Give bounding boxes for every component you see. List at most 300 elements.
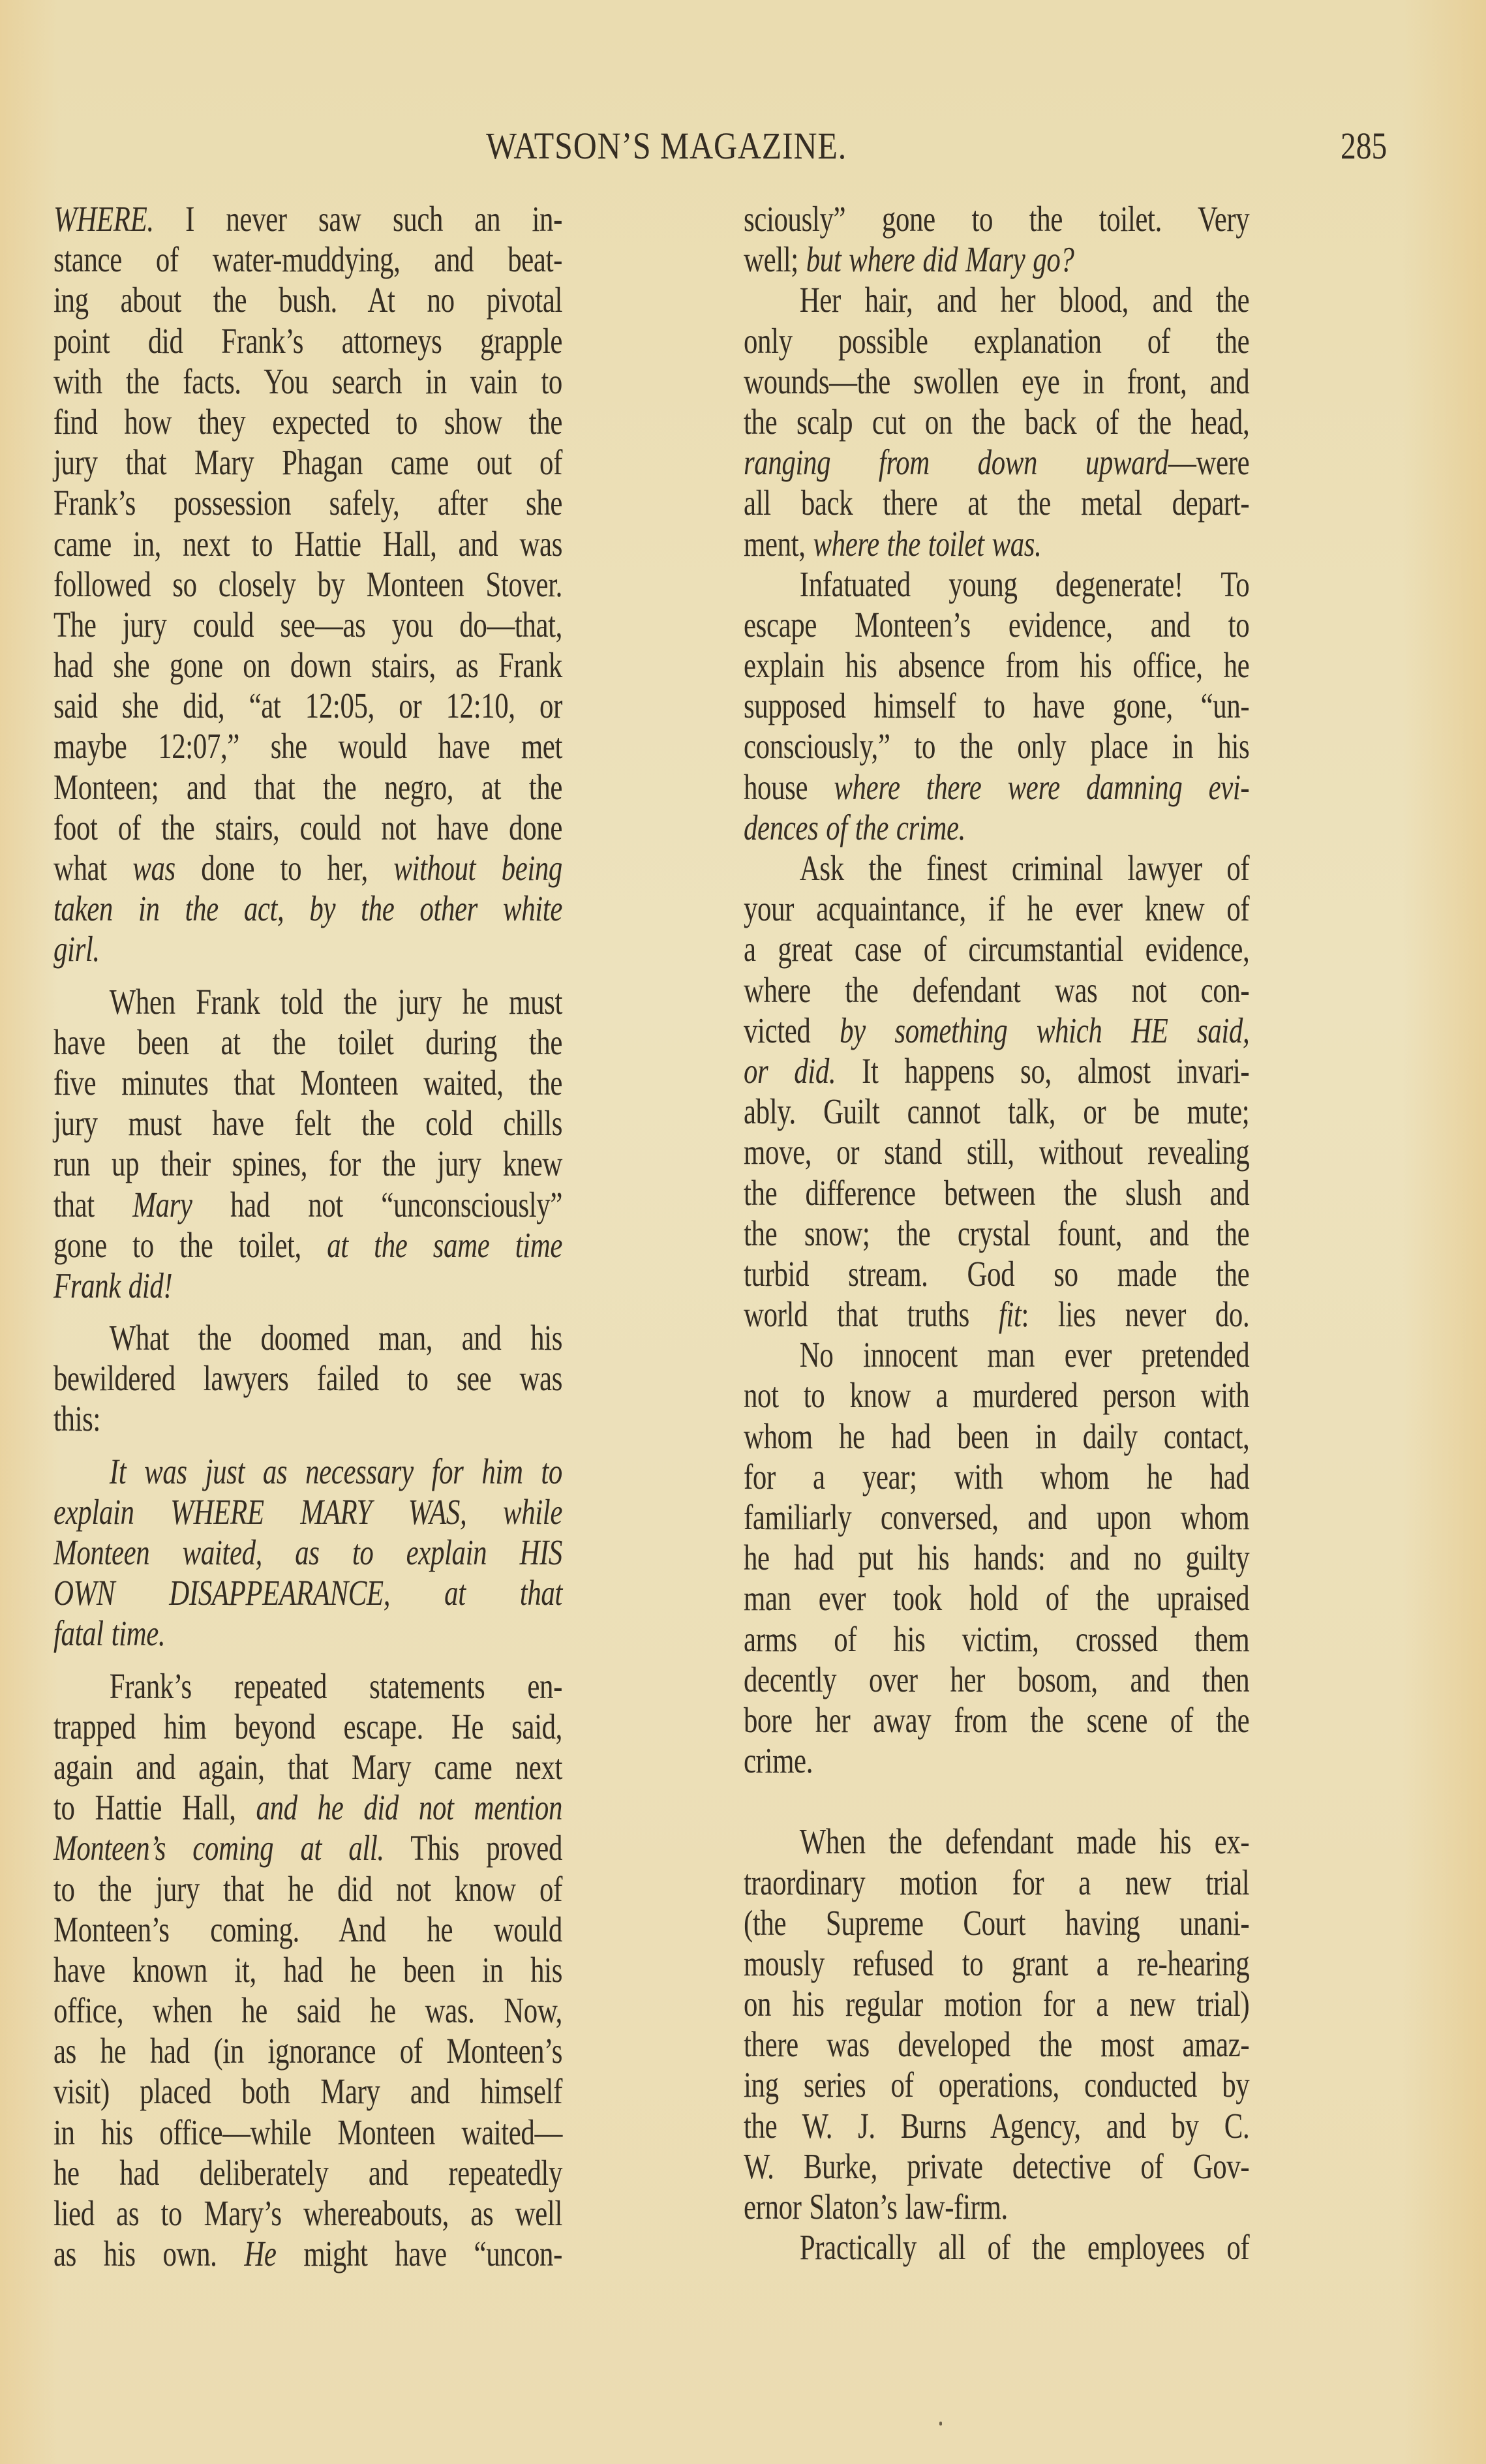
line-content: [53, 1707, 562, 1747]
text-line: [744, 483, 1392, 523]
body-text: Practically all of the employees of: [799, 2227, 1250, 2268]
text-line: [53, 442, 706, 483]
body-text: a great case of circumstantial evidence,: [744, 929, 1250, 969]
line-content: [53, 1747, 562, 1787]
line-content: [744, 2187, 1249, 2227]
text-line: [744, 1416, 1392, 1457]
text-line: [53, 929, 706, 969]
body-text: Frank’s possession safely, after she: [53, 483, 562, 523]
italic-text: OWN DISAPPEARANCE: [53, 1573, 384, 1613]
text-line: [744, 645, 1392, 686]
line-content: [53, 1103, 562, 1144]
body-text: the difference between the slush and: [744, 1172, 1250, 1213]
body-text: arms of his victim, crossed them: [744, 1619, 1250, 1659]
body-text: It happens so, almost invari-: [836, 1050, 1250, 1091]
body-text: lied as to Mary’s whereabouts, as well: [53, 2193, 562, 2233]
body-text: move, or stand still, without revealing: [744, 1132, 1250, 1172]
line-content: [744, 199, 1249, 239]
text-line: [744, 2187, 1392, 2227]
text-line: [744, 1700, 1392, 1741]
body-text: maybe 12:07,” she would have met: [53, 726, 562, 767]
line-content: [744, 2106, 1249, 2146]
running-title: WATSON’S MAGAZINE.: [486, 125, 847, 167]
italic-text: where there were damning evi-: [834, 767, 1250, 807]
text-line: [53, 848, 706, 889]
body-text: five minutes that Monteen waited, the: [53, 1062, 562, 1103]
body-text: that: [53, 1184, 133, 1224]
text-line: [744, 1213, 1392, 1254]
line-content: [53, 2153, 562, 2193]
line-content: [53, 1063, 562, 1103]
text-line: [53, 402, 706, 442]
line-content: [744, 726, 1249, 767]
line-content: [53, 1358, 562, 1399]
body-text: ing series of operations, conducted by: [744, 2065, 1250, 2105]
text-line: [744, 2146, 1392, 2187]
body-text: trapped him beyond escape. He said,: [53, 1706, 562, 1746]
text-line: [53, 1950, 706, 1990]
body-text: well;: [744, 239, 806, 280]
line-content: [744, 361, 1249, 402]
line-content: [744, 767, 1249, 808]
text-line: [744, 321, 1392, 361]
line-content: [744, 848, 1249, 889]
text-line: [53, 1358, 706, 1399]
body-text: he had deliberately and repeatedly: [53, 2152, 562, 2193]
text-line: [744, 970, 1392, 1011]
line-content: [53, 1492, 562, 1532]
text-line: [53, 1613, 706, 1654]
line-content: [53, 1022, 562, 1063]
body-text: Frank’s repeated statements en-: [109, 1665, 562, 1706]
text-line: [744, 199, 1392, 239]
line-content: [744, 686, 1249, 726]
text-line: [53, 239, 706, 280]
running-header: [0, 124, 1486, 170]
text-line: [53, 645, 706, 686]
line-content: [53, 1266, 562, 1306]
line-content: [744, 1011, 1249, 1051]
text-line: [53, 564, 706, 605]
body-text: came in, next to Hattie Hall, and was: [53, 523, 562, 564]
line-content: [744, 1903, 1249, 1943]
body-text: only possible explanation of the: [744, 320, 1250, 361]
italic-text: or did.: [744, 1050, 836, 1091]
italic-text: where the toilet was.: [813, 523, 1042, 564]
body-text: victed: [744, 1010, 840, 1050]
line-content: [53, 1869, 562, 1909]
text-line: [53, 1103, 706, 1144]
body-text: might have “uncon-: [276, 2234, 562, 2274]
body-text: not to know a murdered person with: [744, 1375, 1250, 1416]
body-text: wounds—the swollen eye in front, and: [744, 361, 1250, 401]
text-line: [53, 1452, 706, 1492]
body-text: explain his absence from his office, he: [744, 645, 1250, 686]
line-content: [744, 1984, 1249, 2024]
text-line: [53, 1063, 706, 1103]
body-text: What the doomed man, and his: [109, 1318, 562, 1358]
body-text: crime.: [744, 1741, 813, 1781]
page-number: 285: [1341, 125, 1387, 167]
text-line: [744, 524, 1392, 564]
text-line: [744, 848, 1392, 889]
italic-text: dences of the crime.: [744, 807, 965, 847]
body-text: jury that Mary Phagan came out of: [53, 442, 562, 483]
text-line: [744, 889, 1392, 929]
body-text: The jury could see—as you do—that,: [53, 604, 562, 645]
body-text: consciously,” to the only place in his: [744, 726, 1250, 767]
italic-text: fit: [998, 1294, 1022, 1335]
body-text: for a year; with whom he had: [744, 1456, 1250, 1497]
line-content: [53, 1950, 562, 1990]
italic-text: , while: [459, 1491, 562, 1532]
text-line: [53, 1318, 706, 1358]
right-column: [744, 199, 1392, 2268]
line-content: [53, 1532, 562, 1573]
body-text: When the defendant made his ex-: [799, 1821, 1250, 1862]
line-content: [53, 808, 562, 848]
italic-text: He: [244, 2234, 277, 2274]
body-text: When Frank told the jury he must: [109, 981, 562, 1022]
line-content: [744, 321, 1249, 361]
text-line: [744, 605, 1392, 645]
italic-text: Frank did!: [53, 1265, 173, 1305]
body-text: house: [744, 767, 834, 807]
italic-text: taken in the act, by the other white: [53, 889, 562, 929]
text-line: [53, 1022, 706, 1063]
line-content: [744, 889, 1249, 929]
body-text: office, when he said he was. Now,: [53, 1990, 562, 2031]
line-content: [53, 199, 562, 239]
text-line: [744, 442, 1392, 483]
line-content: [53, 848, 562, 889]
text-line: [744, 1660, 1392, 1700]
body-text: Infatuated young degenerate! To: [799, 564, 1250, 604]
line-content: [744, 808, 1249, 848]
line-content: [53, 889, 562, 929]
line-content: [53, 2031, 562, 2071]
body-text: foot of the stairs, could not have done: [53, 807, 562, 847]
text-line: [744, 1538, 1392, 1578]
line-content: [744, 483, 1249, 523]
text-line: [53, 686, 706, 726]
body-text: (the Supreme Court having unani-: [744, 1902, 1250, 1943]
text-line: [53, 2153, 706, 2193]
text-line: [744, 1011, 1392, 1051]
body-text: ment,: [744, 523, 813, 564]
line-content: [744, 442, 1249, 483]
body-text: —were: [1168, 442, 1250, 483]
body-text: the scalp cut on the back of the head,: [744, 401, 1250, 442]
line-content: [53, 645, 562, 686]
text-line: [53, 1492, 706, 1532]
line-content: [53, 726, 562, 767]
line-content: [53, 767, 562, 808]
text-line: [53, 1909, 706, 1950]
text-line: [744, 1863, 1392, 1903]
body-text: visit) placed both Mary and himself: [53, 2071, 562, 2112]
print-speck: [939, 2422, 942, 2426]
line-content: [53, 321, 562, 361]
text-line: [53, 1828, 706, 1868]
line-content: [53, 1828, 562, 1868]
body-text: Monteen’s coming. And he would: [53, 1909, 562, 1949]
line-content: [53, 2234, 562, 2274]
line-content: [744, 564, 1249, 605]
body-text: to Hattie Hall,: [53, 1787, 256, 1828]
text-line: [744, 1741, 1392, 1781]
text-line: [744, 1091, 1392, 1132]
text-line: [744, 1335, 1392, 1375]
body-text: decently over her bosom, and then: [744, 1659, 1250, 1699]
line-content: [744, 1457, 1249, 1497]
line-content: [53, 2112, 562, 2153]
body-text: stance of water-muddying, and beat-: [53, 239, 562, 280]
body-text: in his office—while Monteen waited—: [53, 2112, 562, 2152]
line-content: [744, 1700, 1249, 1741]
body-text: to the jury that he did not know of: [53, 1868, 562, 1909]
text-line: [53, 2234, 706, 2274]
text-line: [53, 889, 706, 929]
line-content: [53, 1399, 562, 1439]
body-text: mously refused to grant a re-hearing: [744, 1943, 1250, 1983]
text-line: [744, 1497, 1392, 1538]
italic-text: Monteen’s coming at all.: [53, 1828, 384, 1868]
italic-text: explain: [53, 1491, 171, 1532]
line-content: [744, 2146, 1249, 2187]
body-text: done to her,: [175, 848, 394, 888]
text-line: [744, 726, 1392, 767]
body-text: there was developed the most amaz-: [744, 2024, 1250, 2065]
body-text: Ask the finest criminal lawyer of: [799, 848, 1250, 888]
italic-text: and he did not mention: [256, 1787, 563, 1828]
body-text: ernor Slaton’s law-firm.: [744, 2187, 1008, 2227]
body-text: man ever took hold of the upraised: [744, 1578, 1250, 1619]
text-line: [53, 361, 706, 402]
line-content: [53, 402, 562, 442]
body-text: your acquaintance, if he ever knew of: [744, 889, 1250, 929]
line-content: [53, 483, 562, 523]
text-line: [53, 767, 706, 808]
italic-text: without being: [393, 848, 562, 888]
italic-text: at the same time: [327, 1224, 563, 1265]
text-line: [53, 280, 706, 320]
line-content: [53, 280, 562, 320]
text-line: [53, 1990, 706, 2031]
line-content: [53, 929, 562, 969]
text-line: [744, 2024, 1392, 2065]
body-text: : lies never do.: [1021, 1294, 1250, 1335]
left-column: [53, 199, 706, 2274]
text-line: [744, 402, 1392, 442]
line-content: [53, 361, 562, 402]
line-content: [53, 1787, 562, 1828]
italic-text: by something which HE said,: [840, 1010, 1250, 1050]
body-text: what: [53, 848, 133, 888]
body-text: world that truths: [744, 1294, 999, 1335]
text-line: [744, 1132, 1392, 1172]
text-line: [744, 2106, 1392, 2146]
text-line: [53, 483, 706, 523]
body-text: as his own.: [53, 2234, 245, 2274]
body-text: ing about the bush. At no pivotal: [53, 280, 562, 320]
body-text: on his regular motion for a new trial): [744, 1984, 1250, 2024]
body-text: had she gone on down stairs, as Frank: [53, 645, 562, 686]
text-line: [53, 808, 706, 848]
text-line: [53, 1532, 706, 1573]
line-content: [744, 1294, 1249, 1335]
body-text: the W. J. Burns Agency, and by C.: [744, 2105, 1250, 2146]
text-line: [744, 1457, 1392, 1497]
line-content: [744, 1538, 1249, 1578]
body-text: again and again, that Mary came next: [53, 1746, 562, 1787]
line-content: [744, 1821, 1249, 1862]
body-text: jury must have felt the cold chills: [53, 1103, 562, 1144]
line-content: [53, 1613, 562, 1654]
line-content: [744, 1943, 1249, 1984]
text-line: [53, 2031, 706, 2071]
line-content: [53, 982, 562, 1022]
line-content: [744, 1132, 1249, 1172]
line-content: [53, 239, 562, 280]
line-content: [744, 1416, 1249, 1457]
text-line: [53, 2071, 706, 2112]
text-line: [744, 2065, 1392, 2105]
text-line: [744, 686, 1392, 726]
line-content: [53, 1318, 562, 1358]
body-text: I never saw such an in-: [153, 199, 562, 239]
text-line: [744, 808, 1392, 848]
italic-text: Mary: [132, 1184, 192, 1224]
line-content: [744, 2227, 1249, 2268]
text-line: [53, 605, 706, 645]
line-content: [744, 1660, 1249, 1700]
line-content: [53, 442, 562, 483]
line-content: [53, 686, 562, 726]
text-line: [744, 280, 1392, 320]
body-text: find how they expected to show the: [53, 401, 562, 442]
body-text: gone to the toilet,: [53, 1224, 327, 1265]
italic-text: girl.: [53, 929, 100, 969]
italic-text: but where did Mary go?: [806, 239, 1074, 280]
text-line: [744, 361, 1392, 402]
body-text: sciously” gone to the toilet. Very: [744, 199, 1250, 239]
text-line: [744, 1254, 1392, 1294]
italic-text: HIS: [519, 1532, 562, 1572]
line-content: [53, 1573, 562, 1613]
text-line: [53, 1869, 706, 1909]
italic-text: WHERE.: [53, 199, 154, 239]
text-line: [744, 767, 1392, 808]
text-line: [744, 2227, 1392, 2268]
line-content: [744, 645, 1249, 686]
body-text: said she did, “at 12:05, or 12:10, or: [53, 686, 562, 726]
line-content: [53, 605, 562, 645]
text-line: [744, 1578, 1392, 1619]
text-line: [744, 1619, 1392, 1660]
body-text: No innocent man ever pretended: [799, 1335, 1250, 1375]
body-text: Monteen; and that the negro, at the: [53, 767, 562, 807]
text-line: [744, 239, 1392, 280]
text-line: [53, 1787, 706, 1828]
text-line: [744, 929, 1392, 969]
text-line: [53, 524, 706, 564]
body-text: had not “unconsciously”: [192, 1184, 562, 1224]
body-text: have known it, had he been in his: [53, 1949, 562, 1990]
line-content: [744, 402, 1249, 442]
line-content: [744, 1375, 1249, 1416]
line-content: [744, 929, 1249, 969]
text-line: [53, 2193, 706, 2234]
line-content: [53, 1225, 562, 1266]
body-text: supposed himself to have gone, “un-: [744, 686, 1250, 726]
body-text: bore her away from the scene of the: [744, 1699, 1250, 1740]
body-text: turbid stream. God so made the: [744, 1253, 1250, 1294]
line-content: [744, 1863, 1249, 1903]
body-text: as he had (in ignorance of Monteen’s: [53, 2031, 562, 2071]
text-line: [744, 1821, 1392, 1862]
body-text: the snow; the crystal fount, and the: [744, 1213, 1250, 1253]
line-content: [744, 605, 1249, 645]
line-content: [744, 239, 1249, 280]
body-text: traordinary motion for a new trial: [744, 1862, 1250, 1902]
italic-text: , at that: [383, 1573, 562, 1613]
body-text: escape Monteen’s evidence, and to: [744, 604, 1250, 645]
line-content: [53, 1666, 562, 1707]
body-text: all back there at the metal depart-: [744, 483, 1250, 523]
text-line: [53, 726, 706, 767]
text-line: [53, 1185, 706, 1225]
body-text: run up their spines, for the jury knew: [53, 1144, 562, 1184]
text-line: [53, 321, 706, 361]
text-line: [53, 1266, 706, 1306]
text-line: [53, 1666, 706, 1707]
body-text: where the defendant was not con-: [744, 969, 1250, 1010]
body-text: point did Frank’s attorneys grapple: [53, 320, 562, 361]
text-line: [53, 199, 706, 239]
text-line: [744, 1051, 1392, 1091]
body-text: This proved: [384, 1828, 563, 1868]
line-content: [53, 1452, 562, 1492]
body-text: followed so closely by Monteen Stover.: [53, 564, 562, 604]
line-content: [744, 1497, 1249, 1538]
line-content: [744, 1578, 1249, 1619]
body-text: this:: [53, 1399, 100, 1439]
body-text: ably. Guilt cannot talk, or be mute;: [744, 1091, 1250, 1132]
line-content: [53, 2071, 562, 2112]
line-content: [744, 2065, 1249, 2105]
line-content: [53, 1909, 562, 1950]
italic-text: was: [132, 848, 175, 888]
line-content: [744, 1254, 1249, 1294]
text-line: [744, 564, 1392, 605]
text-line: [53, 1225, 706, 1266]
line-content: [744, 1335, 1249, 1375]
line-content: [53, 564, 562, 605]
line-content: [53, 2193, 562, 2234]
text-line: [744, 1173, 1392, 1213]
italic-text: WHERE MARY WAS: [170, 1491, 460, 1532]
text-line: [744, 1903, 1392, 1943]
body-text: whom he had been in daily contact,: [744, 1416, 1250, 1456]
line-content: [744, 1051, 1249, 1091]
italic-text: ranging from down upward: [744, 442, 1169, 483]
line-content: [744, 2024, 1249, 2065]
text-line: [744, 1984, 1392, 2024]
body-text: with the facts. You search in vain to: [53, 361, 562, 401]
text-line: [53, 1707, 706, 1747]
body-text: have been at the toilet during the: [53, 1022, 562, 1062]
